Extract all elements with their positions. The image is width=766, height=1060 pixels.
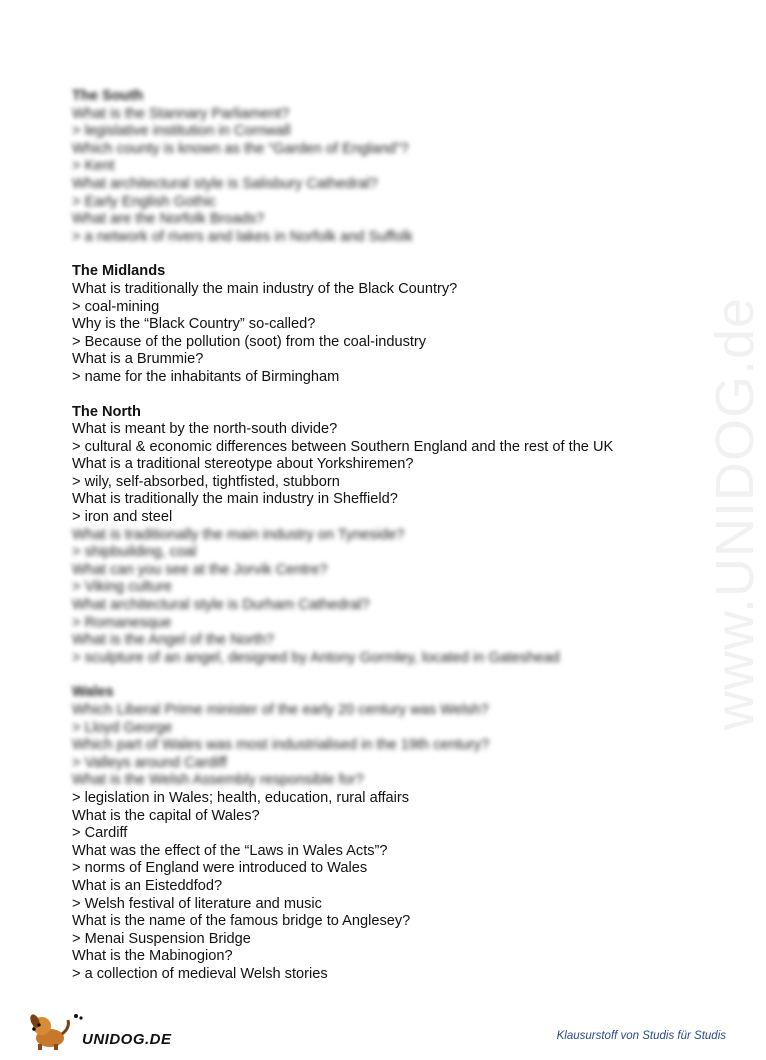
footer-tagline: Klausurstoff von Studis für Studis [556,1030,726,1042]
section-the-north [72,404,692,668]
answer-line: > Welsh festival of literature and music [72,895,322,912]
section-heading: The Midlands [72,263,166,280]
question-line: What is the name of the famous bridge to Anglesey? [72,913,411,930]
answer-line: > wily, self-absorbed, tightfisted, stubborn [72,473,340,490]
question-line: What is the capital of Wales? [72,807,260,824]
answer-line: > Early English Gothic [72,193,216,210]
blurred-block [72,527,692,668]
question-line: Which Liberal Prime minister of the early 20 century was Welsh? [72,702,489,718]
answer-line: > norms of England were introduced to Wales [72,860,368,877]
section-wales [72,684,692,983]
question-line: What is the Stannary Parliament? [72,105,290,122]
section-the-south [72,88,692,246]
question-line: What architectural style is Salisbury Cathedral? [72,175,378,192]
answer-line: > legislative institution in Cornwall [72,123,291,140]
question-line: What is a traditional stereotype about Yorkshiremen? [72,456,414,473]
blurred-block [72,684,692,790]
answer-line: > Valleys around Cardiff [72,754,227,771]
question-line: What architectural style is Durham Cathedral? [72,597,370,614]
question-line: What was the effect of the “Laws in Wales Acts”? [72,842,388,859]
question-line: What is traditionally the main industry on Tyneside? [72,526,405,543]
section-heading: Wales [72,684,114,701]
question-line: Which part of Wales was most industrialised in the 19th century? [72,737,490,754]
unidog-logo[interactable] [24,1008,172,1052]
question-line: What is the Mabinogion? [72,948,233,965]
question-line: What is traditionally the main industry in Sheffield? [72,491,398,508]
watermark-text: www.UNIDOG.de [705,296,765,730]
section-heading: The North [72,403,141,420]
question-line: What can you see at the Jorvik Centre? [72,561,328,578]
answer-line: > a network of rivers and lakes in Norfolk and Suffolk [72,228,413,245]
question-line: Which county is known as the “Garden of England”? [72,140,409,157]
question-line: What are the Norfolk Broads? [72,211,265,228]
answer-line: > Kent [72,158,115,175]
answer-line: > legislation in Wales; health, education, rural affairs [72,789,410,806]
dog-mascot-icon [24,1008,84,1052]
question-line: What is meant by the north-south divide? [72,421,338,438]
question-line: Why is the “Black Country” so-called? [72,316,316,333]
question-line: What is a Brummie? [72,351,204,368]
document-body [72,88,692,1001]
section-the-midlands [72,263,692,386]
logo-wordmark: UNIDOG.DE [82,1031,172,1048]
answer-line: > Lloyd George [72,719,173,736]
question-line: What is the Welsh Assembly responsible for? [72,772,364,789]
answer-line: > sculpture of an angel, designed by Antony Gormley, located in Gateshead [72,649,560,666]
section-heading: The South [72,88,144,104]
answer-line: > Because of the pollution (soot) from the coal-industry [72,333,427,350]
answer-line: > Romanesque [72,614,172,631]
question-line: What is traditionally the main industry of the Black Country? [72,280,458,297]
question-line: What is an Eisteddfod? [72,877,223,894]
answer-line: > name for the inhabitants of Birmingham [72,368,340,385]
answer-line: > a collection of medieval Welsh stories [72,965,328,982]
answer-line: > iron and steel [72,509,173,526]
answer-line: > Viking culture [72,579,172,596]
answer-line: > Menai Suspension Bridge [72,930,251,947]
question-line: What is the Angel of the North? [72,632,274,649]
answer-line: > Cardiff [72,825,128,842]
answer-line: > coal-mining [72,298,160,315]
answer-line: > shipbuilding, coal [72,544,197,561]
answer-line: > cultural & economic differences between Southern England and the rest of the UK [72,438,614,455]
